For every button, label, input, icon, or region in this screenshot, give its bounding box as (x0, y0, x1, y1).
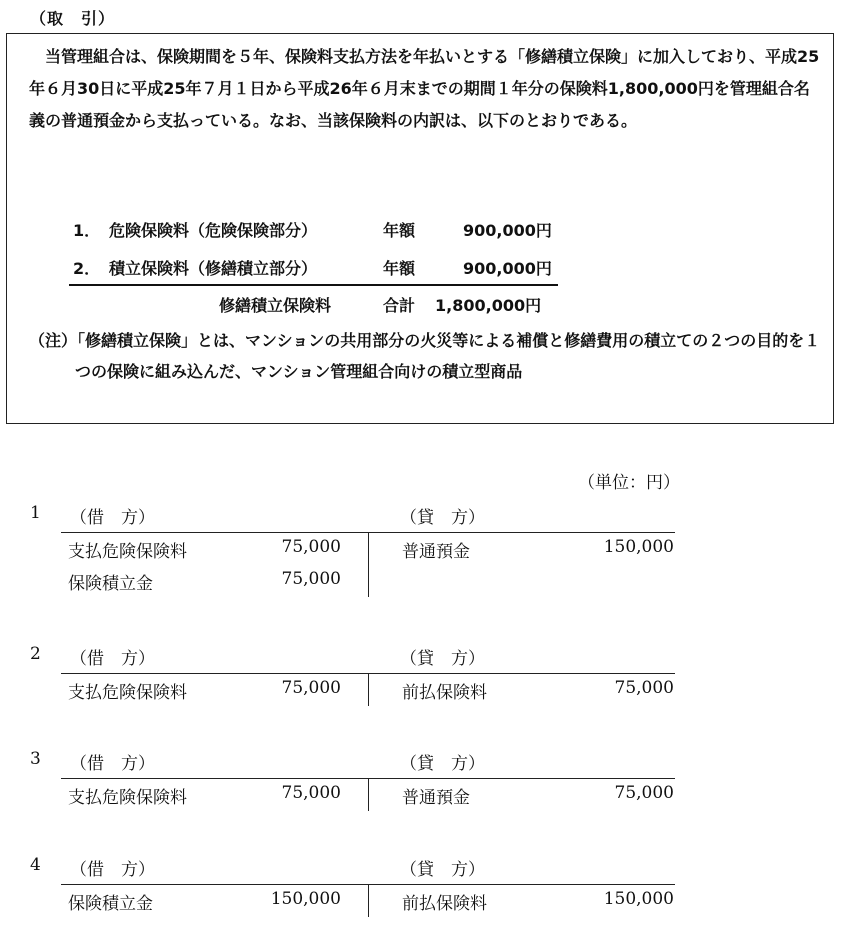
total-label: 合計 (383, 296, 416, 315)
option-4[interactable] (0, 855, 847, 945)
credit-amount: 150,000 (603, 537, 674, 557)
debit-amount: 75,000 (281, 678, 341, 698)
transaction-heading: （取 引） (30, 9, 116, 28)
debit-amount: 75,000 (281, 537, 341, 557)
breakdown-2-no: 2． (73, 259, 101, 278)
breakdown-sum-line (69, 284, 558, 286)
option-2[interactable] (0, 644, 847, 734)
transaction-paragraph: 当管理組合は、保険期間を５年、保険料支払方法を年払いとする「修繕積立保険」に加入しており、平成25年６月30日に平成25年７月１日から平成26年６月末までの期間１年分の保険料1,800,000円を管理組合名義の普通預金から支払っている。なお、当該保険料の内訳は、以下のとおりである。 (29, 47, 820, 130)
breakdown-1-name: 危険保険料（危険保険部分） (109, 221, 318, 240)
breakdown-1-label: 年額 (383, 221, 416, 240)
breakdown-1-amount: 900,000円 (463, 221, 552, 240)
debit-account: 支払危険保険料 (68, 788, 187, 808)
journal-row (0, 569, 847, 595)
credit-account: 普通預金 (402, 788, 470, 808)
unit-label: （単位：円） (578, 473, 680, 493)
total-name: 修繕積立保険料 (219, 296, 332, 315)
credit-amount: 150,000 (603, 889, 674, 909)
credit-account: 普通預金 (402, 542, 470, 562)
credit-account: 前払保険料 (402, 683, 487, 703)
journal-row (0, 537, 847, 563)
journal-row (0, 678, 847, 704)
debit-account: 保険積立金 (68, 574, 153, 594)
note-prefix: （注） (29, 331, 78, 350)
credit-amount: 75,000 (614, 783, 674, 803)
total-amount: 1,800,000円 (435, 296, 542, 315)
credit-amount: 75,000 (614, 678, 674, 698)
option-number: 2 (30, 644, 41, 664)
option-number: 3 (30, 749, 41, 769)
option-number: 4 (30, 855, 41, 875)
credit-header: （貸 方） (400, 508, 485, 528)
debit-header: （借 方） (70, 508, 155, 528)
debit-amount: 75,000 (281, 569, 341, 589)
journal-row (0, 783, 847, 809)
journal-row (0, 889, 847, 915)
debit-account: 支払危険保険料 (68, 683, 187, 703)
credit-account: 前払保険料 (402, 894, 487, 914)
credit-header: （貸 方） (400, 754, 485, 774)
debit-amount: 150,000 (270, 889, 341, 909)
option-1[interactable] (0, 503, 847, 593)
credit-header: （貸 方） (400, 649, 485, 669)
note-text: 「修繕積立保険」とは、マンションの共用部分の火災等による補償と修繕費用の積立ての２つの目的を１つの保険に組み込んだ、マンション管理組合向けの積立型商品 (75, 331, 821, 381)
breakdown-2-name: 積立保険料（修繕積立部分） (109, 259, 318, 278)
breakdown-2-label: 年額 (383, 259, 416, 278)
debit-header: （借 方） (70, 754, 155, 774)
debit-account: 保険積立金 (68, 894, 153, 914)
debit-account: 支払危険保険料 (68, 542, 187, 562)
option-3[interactable] (0, 749, 847, 839)
debit-header: （借 方） (70, 860, 155, 880)
credit-header: （貸 方） (400, 860, 485, 880)
transaction-box (6, 33, 834, 424)
note (29, 325, 825, 387)
breakdown-2-amount: 900,000円 (463, 259, 552, 278)
option-number: 1 (30, 503, 41, 523)
debit-header: （借 方） (70, 649, 155, 669)
debit-amount: 75,000 (281, 783, 341, 803)
breakdown-1-no: 1． (73, 221, 101, 240)
